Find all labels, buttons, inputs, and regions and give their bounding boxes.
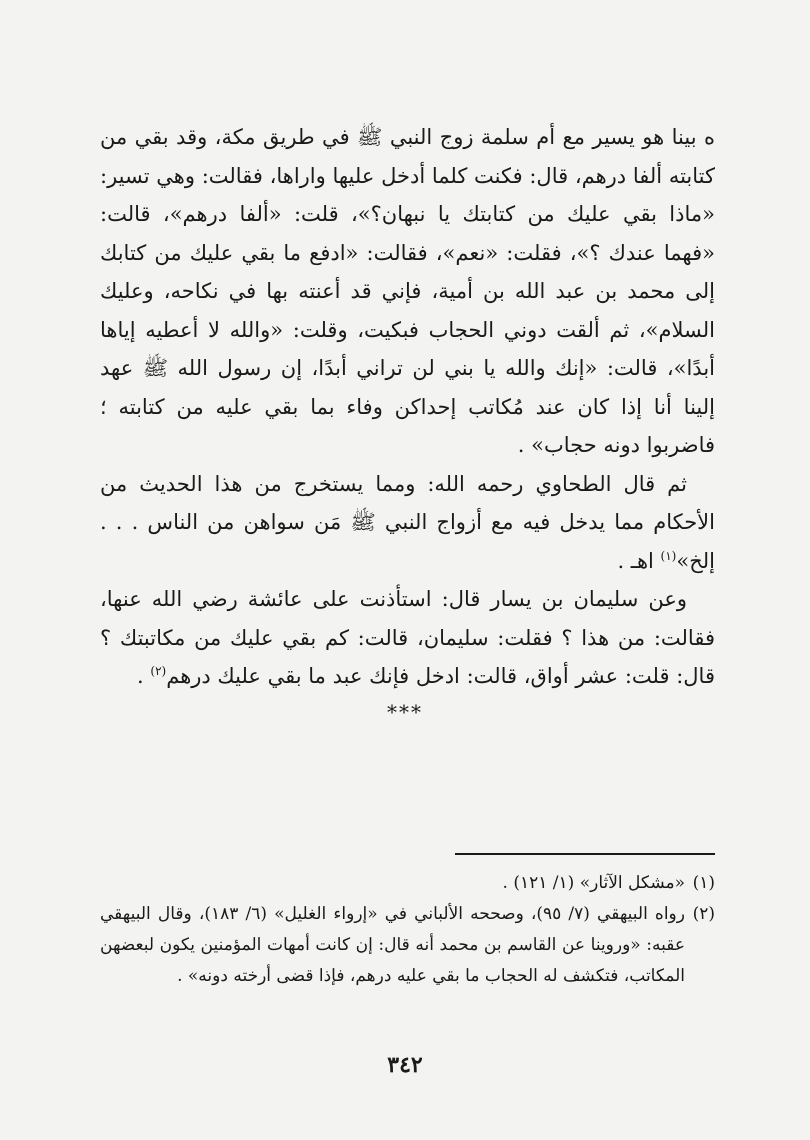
section-separator: *** xyxy=(387,700,423,724)
paragraph-3-text: وعن سليمان بن يسار قال: استأذنت على عائشة رضي الله عنها، فقالت: من هذا ؟ فقلت: سليمان، قالت: كم بقي عليك من مكاتبتك ؟ قال: قلت: عشر أواق، قالت: ادخل فإنك عبد ما بقي عليك درهم xyxy=(100,587,715,688)
footnote-1 xyxy=(100,868,715,899)
footnote-2-number: (٢) xyxy=(692,904,715,924)
footnote-ref-1: (١) xyxy=(660,548,677,563)
main-text xyxy=(100,118,715,696)
footnote-2-text: رواه البيهقي (٧/ ٩٥)، وصححه الألباني في «إرواء الغليل» (٦/ ١٨٣)، وقال البيهقي عقبه: «وروينا عن القاسم بن محمد أنه قال: إن كانت أمهات المؤمنين يكون لبعضهن المكاتب، فتكشف له الحجاب ما بقي عليه درهم، فإذا قضى أرخته دونه» . xyxy=(100,904,685,986)
footnote-ref-2: (٢) xyxy=(150,664,167,678)
footnote-1-text: «مشكل الآثار» (١/ ١٢١) . xyxy=(502,873,685,893)
paragraph-3-end: . xyxy=(137,664,151,688)
paragraph-1-text: ه بينا هو يسير مع أم سلمة زوج النبي ﷺ في طريق مكة، وقد بقي من كتابته ألفا درهم، قال: فكنت كلما أدخل عليها واراها، فقالت: وهي تسير: «ماذا بقي عليك من كتابتك يا نبهان؟»، قلت: «ألفا درهم»، قالت: «فهما عندك ؟»، فقلت: «نعم»، فقالت: «ادفع ما بقي عليك من كتابك إلى محمد بن عبد الله بن أمية، فإني قد أعنته بها في نكاحه، وعليك السلام»، ثم ألقت دوني الحجاب فبكيت، وقلت: «والله لا أعطيه إياها أبدًا»، قالت: «إنك والله يا بني لن تراني أبدًا، إن رسول الله ﷺ عهد إلينا أنا إذا كان عند مُكاتب إحداكن وفاء بما بقي عليه من كتابته ؛ فاضربوا دونه حجاب» . xyxy=(100,125,715,457)
page-number: ٣٤٢ xyxy=(387,1052,423,1078)
paragraph-2-text: ثم قال الطحاوي رحمه الله: ومما يستخرج من هذا الحديث من الأحكام مما يدخل فيه مع أزواج النبي ﷺ مَن سواهن من الناس . . . إلخ» xyxy=(100,471,715,573)
paragraph-2-end: اهـ . xyxy=(617,548,661,573)
footnote-rule xyxy=(455,853,715,855)
paragraph-2 xyxy=(100,465,715,581)
footnote-1-number: (١) xyxy=(692,873,715,893)
footnotes xyxy=(100,868,715,992)
paragraph-3 xyxy=(100,580,715,696)
paragraph-1 xyxy=(100,118,715,465)
footnote-2 xyxy=(100,899,715,992)
